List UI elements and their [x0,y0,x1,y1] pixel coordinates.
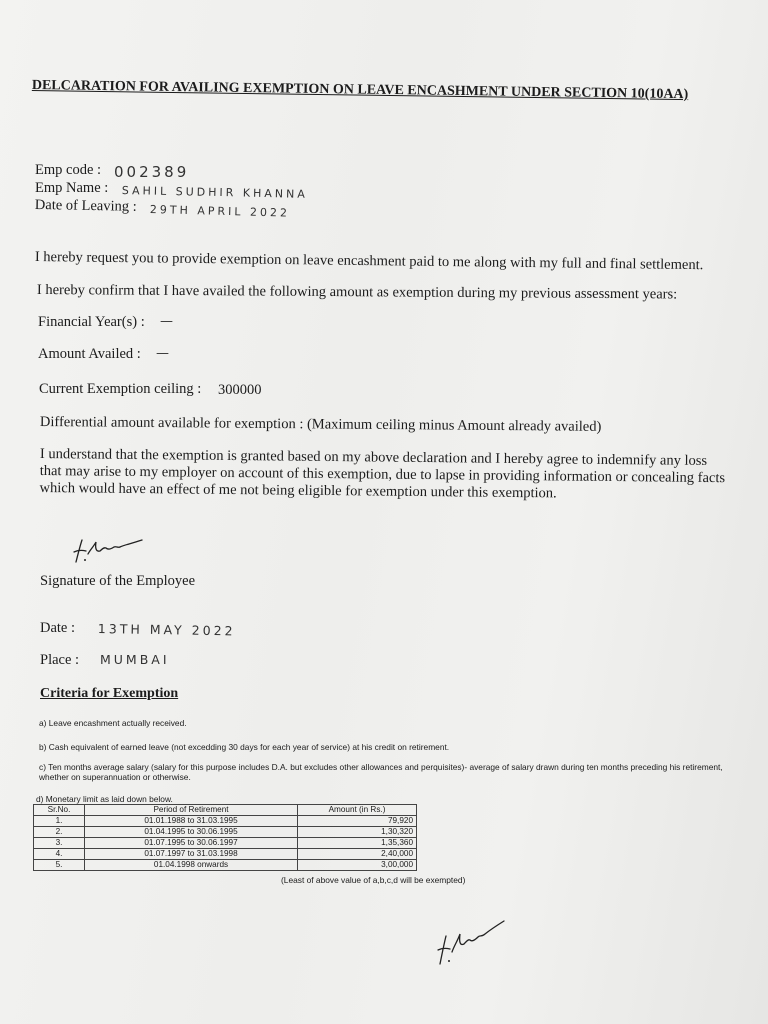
col-header-amount: Amount (in Rs.) [298,805,417,816]
cell-srno: 3. [34,838,85,849]
table-row [34,827,417,838]
table-row [34,838,417,849]
exemption-ceiling-value: 300000 [218,382,262,398]
place-value: MUMBAI [100,652,170,667]
cell-period: 01.07.1995 to 30.06.1997 [85,838,298,849]
table-row [34,849,417,860]
emp-code-value: 002389 [114,163,190,181]
criteria-heading: Criteria for Exemption [40,686,179,701]
amount-availed-label: Amount Availed : [38,346,141,362]
cell-period: 01.04.1998 onwards [85,860,298,871]
financial-year-label: Financial Year(s) : [38,314,145,330]
least-value-note: (Least of above value of a,b,c,d will be exempted) [281,875,466,885]
request-paragraph: I hereby request you to provide exemption on leave encashment paid to me along with my full and final settlement. [34,249,704,274]
understand-paragraph: I understand that the exemption is granted based on my above declaration and I hereby agree to indemnify any loss that may arise to my employer on account of this exemption, due to lapse in providing information or concealing facts which would have an effect of me not being eligible for exemption under this exemption. [39,446,726,502]
table-header-row [34,805,417,816]
differential-text: Differential amount available for exemption : (Maximum ceiling minus Amount already availed) [39,414,602,435]
date-value: 13TH MAY 2022 [97,621,236,639]
cell-srno: 5. [34,860,85,871]
cell-amount: 3,00,000 [298,860,417,871]
exemption-ceiling-label: Current Exemption ceiling : [39,381,202,397]
confirm-paragraph: I hereby confirm that I have availed the following amount as exemption during my previous assessment years: [36,282,678,303]
amount-availed-value: — [156,346,172,361]
cell-amount: 79,920 [298,816,417,827]
criteria-a: a) Leave encashment actually received. [39,718,187,728]
cell-srno: 4. [34,849,85,860]
cell-amount: 1,35,360 [298,838,417,849]
emp-name-value: SAHIL SUDHIR KHANNA [121,184,308,201]
emp-name-label: Emp Name : [35,180,109,196]
criteria-d: d) Monetary limit as laid down below. [36,794,173,804]
cell-srno: 2. [34,827,85,838]
employee-signature [68,532,148,566]
signature-label: Signature of the Employee [40,573,196,589]
col-header-srno: Sr.No. [34,805,85,816]
document-title: DELCARATION FOR AVAILING EXEMPTION ON LEAVE ENCASHMENT UNDER SECTION 10(10AA) [31,78,689,103]
leaving-date-label: Date of Leaving : [34,197,137,215]
monetary-limit-table [33,804,417,871]
cell-period: 01.04.1995 to 30.06.1995 [85,827,298,838]
criteria-b: b) Cash equivalent of earned leave (not excedding 30 days for each year of service) at his credit on retirement. [39,742,450,752]
employee-signature-bottom [430,916,510,968]
table-row [34,816,417,827]
col-header-period: Period of Retirement [85,805,298,816]
emp-code-label: Emp code : [35,162,102,178]
cell-srno: 1. [34,816,85,827]
cell-amount: 1,30,320 [298,827,417,838]
date-label: Date : [40,620,76,636]
cell-period: 01.07.1997 to 31.03.1998 [85,849,298,860]
cell-amount: 2,40,000 [298,849,417,860]
place-label: Place : [40,652,80,668]
table-row [34,860,417,871]
cell-period: 01.01.1988 to 31.03.1995 [85,816,298,827]
financial-year-value: — [160,314,176,329]
leaving-date-value: 29TH APRIL 2022 [149,203,291,220]
criteria-c: c) Ten months average salary (salary for this purpose includes D.A. but excludes other allowances and perquisites)- average of salary drawn during ten months preceding his retirement, whether on superannuation or otherwise. [39,762,723,782]
